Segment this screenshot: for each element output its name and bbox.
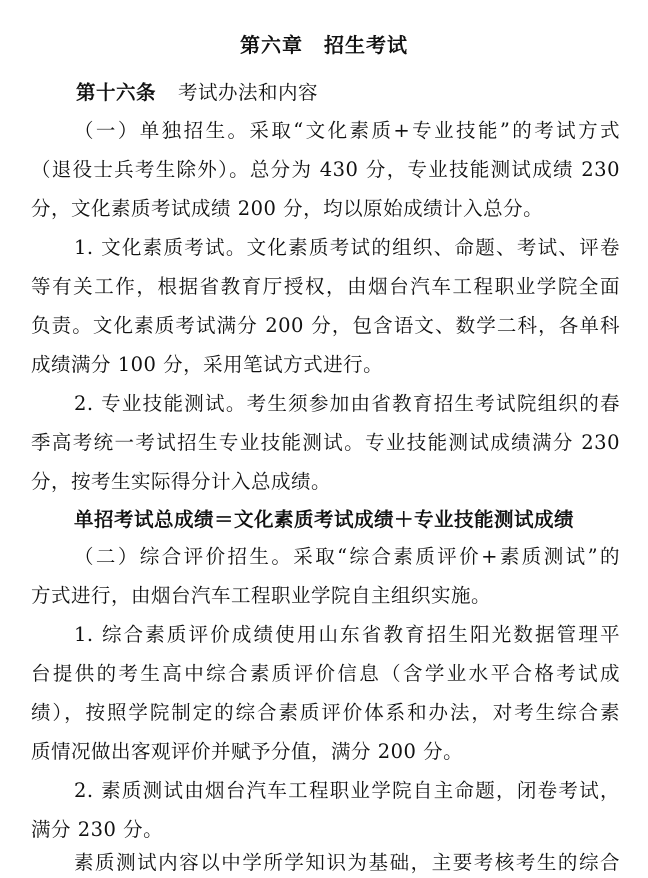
article-title: 考试办法和内容 xyxy=(178,81,319,104)
paragraph-line: 绩），按照学院制定的综合素质评价体系和办法，对考生综合素 xyxy=(31,701,620,724)
paragraph-line: 等有关工作，根据省教育厅授权，由烟台汽车工程职业学院全面 xyxy=(31,275,620,298)
total-score-formula: 单招考试总成绩＝文化素质考试成绩＋专业技能测试成绩 xyxy=(74,508,575,531)
paragraph-line: 满分 230 分。 xyxy=(31,818,164,841)
paragraph-line: 季高考统一考试招生专业技能测试。专业技能测试成绩满分 230 xyxy=(31,431,620,454)
paragraph-line: （二）综合评价招生。采取“综合素质评价+素质测试”的 xyxy=(74,545,620,568)
article-label: 第十六条 xyxy=(76,81,157,104)
chapter-title: 第六章 招生考试 xyxy=(240,33,408,57)
paragraph-line: 方式进行，由烟台汽车工程职业学院自主组织实施。 xyxy=(31,584,492,607)
paragraph-line: （一）单独招生。采取“文化素质+专业技能”的考试方式 xyxy=(74,119,620,142)
paragraph-line: 台提供的考生高中综合素质评价信息（含学业水平合格考试成 xyxy=(31,662,620,685)
paragraph-line: 素质测试内容以中学所学知识为基础，主要考核考生的综合 xyxy=(74,851,620,874)
paragraph-line: 分，按考生实际得分计入总成绩。 xyxy=(31,470,332,493)
paragraph-line: 2. 专业技能测试。考生须参加由省教育招生考试院组织的春 xyxy=(74,392,620,415)
paragraph-line: 2. 素质测试由烟台汽车工程职业学院自主命题，闭卷考试， xyxy=(74,779,620,802)
paragraph-line: 分，文化素质考试成绩 200 分，均以原始成绩计入总分。 xyxy=(31,197,544,220)
paragraph-line: 质情况做出客观评价并赋予分值，满分 200 分。 xyxy=(31,740,464,763)
paragraph-line: 1. 综合素质评价成绩使用山东省教育招生阳光数据管理平 xyxy=(74,623,620,646)
paragraph-line: 1. 文化素质考试。文化素质考试的组织、命题、考试、评卷 xyxy=(74,236,620,259)
paragraph-line: （退役士兵考生除外）。总分为 430 分，专业技能测试成绩 230 xyxy=(31,158,620,181)
paragraph-line: 负责。文化素质考试满分 200 分，包含语文、数学二科，各单科 xyxy=(31,314,620,337)
article-heading xyxy=(76,78,616,108)
paragraph-line: 成绩满分 100 分，采用笔试方式进行。 xyxy=(31,353,384,376)
